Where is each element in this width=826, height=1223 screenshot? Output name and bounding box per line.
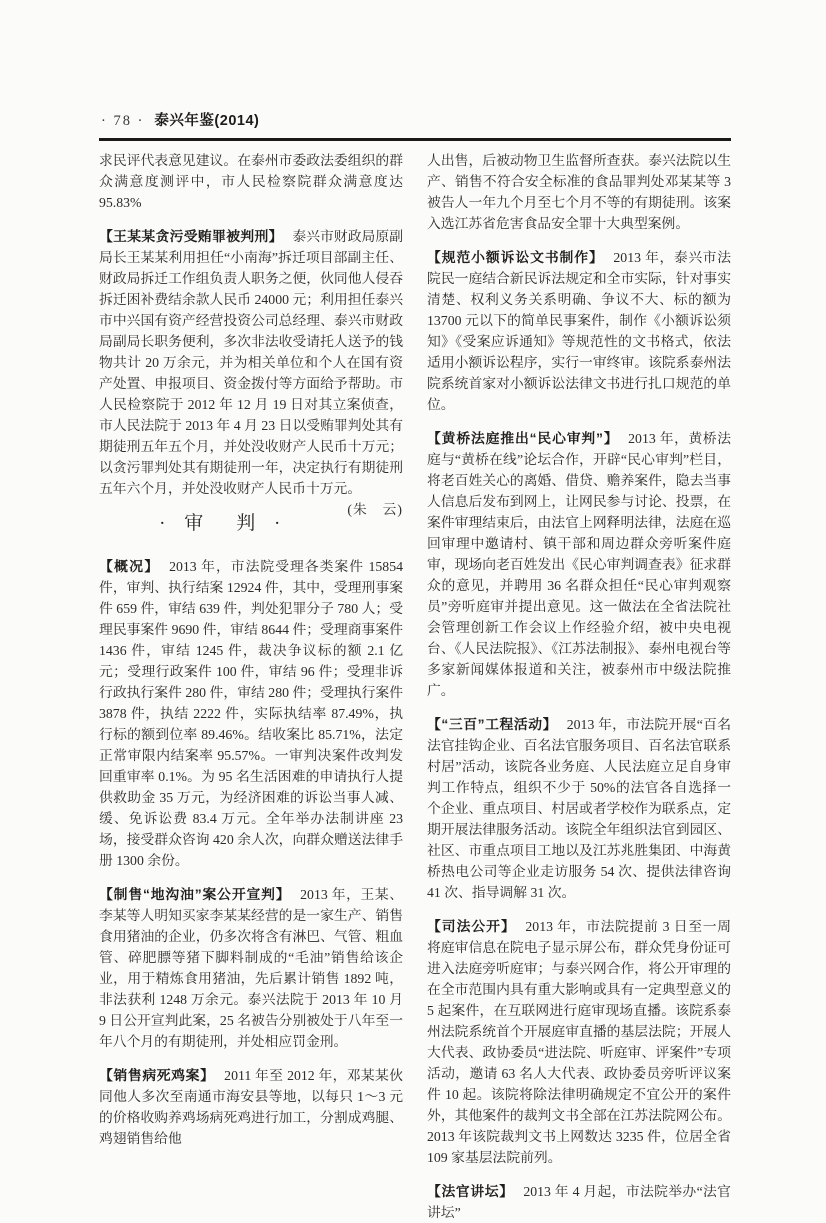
- entry-text: 2013 年，市法院提前 3 日至一周将庭审信息在院电子显示屏公布，群众凭身份证可进入法庭旁听庭审；与泰兴网合作，将公开审理的在全市范围内具有重大影响或具有一定典型意义的 5 起案件，在互联网进行庭审现场直播。该院系泰州法院系统首个开展庭审直播的基层法院；开展人大代表、政协委员“进法院、听庭审、评案件”专项活动，邀请 63 名人大代表、政协委员旁听评议案件 10 起。该院将除法律明确规定不宜公开的案件外，其他案件的裁判文书全部在江苏法院网公布。2013 年该院裁判文书上网数达 3235 件，位居全省 109 家基层法院前列。: [427, 918, 731, 1165]
- entry-text: 2011 年至 2012 年，邓某某伙同他人多次至南通市海安县等地，以每只 1～3 元的价格收购养鸡场病死鸡进行加工，分割成鸡腿、鸡翅销售给他: [99, 1067, 403, 1146]
- yearbook-page: [99, 112, 731, 1223]
- entry-text: 人出售，后被动物卫生监督所查获。泰兴法院以生产、销售不符合安全标准的食品罪判处邓某某等 3 被告人一年九个月至七个月不等的有期徒刑。该案入选江苏省危害食品安全罪十大典型案例。: [427, 152, 731, 231]
- entry-heading: 【规范小额诉讼文书制作】: [427, 249, 604, 265]
- entry-text: 求民评代表意见建议。在泰州市委政法委组织的群众满意度测评中，市人民检察院群众满意度达95.83%: [99, 152, 403, 210]
- header-rule: [99, 138, 731, 141]
- entry-heading: 【法官讲坛】: [427, 1183, 514, 1199]
- continuation-paragraph: [427, 150, 731, 234]
- page-number: · 78 ·: [101, 113, 145, 129]
- entry-paragraph: [99, 884, 403, 1052]
- entry-paragraph: [427, 247, 731, 415]
- entry-paragraph: [99, 556, 403, 871]
- attribution: (朱 云): [347, 501, 403, 517]
- column-right: [427, 150, 731, 1223]
- entry-text: 泰兴市财政局原副局长王某某利用担任“小南海”拆迁项目部副主任、财政局拆迁工作组负责人职务之便，伙同他人侵吞拆迁困补费结余款人民币 24000 元；利用担任泰兴市中兴国有资产经营投资公司总经理、泰兴市财政局副局长职务便利，多次非法收受请托人送予的钱物共计 20 万余元，并为相关单位和个人在国有资产处置、申报项目、资金拨付等方面给予帮助。市人民检察院于 2012 年 12 月 19 日对其立案侦查，市人民法院于 2013 年 4 月 23 日以受贿罪判处其有期徒刑五年五个月，并处没收财产人民币十万元；以贪污罪判处其有期徒刑一年，决定执行有期徒刑五年六个月，并处没收财产人民币十万元。: [99, 228, 403, 496]
- entry-paragraph: [427, 428, 731, 701]
- column-left: [99, 150, 403, 1223]
- entry-text: 2013 年，泰兴市法院民一庭结合新民诉法规定和全市实际，针对事实清楚、权利义务关系明确、争议不大、标的额为 13700 元以下的简单民事案件，制作《小额诉讼须知》《受案应诉通知》等规范性的文书格式，依法适用小额诉讼程序，实行一审终审。该院系泰州法院系统首家对小额诉讼法律文书进行扎口规范的单位。: [427, 249, 731, 412]
- entry-paragraph: [427, 916, 731, 1168]
- entry-text: 2013 年，王某、李某等人明知买家李某某经营的是一家生产、销售食用猪油的企业，仍多次将含有淋巴、气管、粗血管、碎肥膘等猪下脚料制成的“毛油”销售给该企业，用于精炼食用猪油，先后累计销售 1892 吨，非法获利 1248 万余元。泰兴法院于 2013 年 10 月 9 日公开宣判此案，25 名被告分别被处于八年至一年八个月的有期徒刑，并处相应罚金刑。: [99, 886, 403, 1049]
- entry-paragraph: [427, 714, 731, 903]
- entry-paragraph: [99, 226, 403, 517]
- entry-heading: 【王某某贪污受贿罪被判刑】: [99, 228, 283, 244]
- entry-heading: 【概况】: [99, 558, 160, 574]
- page-header: [99, 112, 731, 130]
- entry-heading: 【“三百”工程活动】: [427, 716, 558, 732]
- section-title: · 审 判 ·: [159, 512, 288, 534]
- entry-text: 2013 年，市法院受理各类案件 15854 件，审判、执行结案 12924 件，其中，受理刑事案件 659 件，审结 639 件，判处犯罪分子 780 人；受理民事案件 9690 件，审结 8644 件；受理商事案件 1436 件，审结 1245 件，裁决争议标的额 2.1 亿元；受理行政案件 100 件，审结 96 件；受理非诉行政执行案件 280 件，审结 280 件；受理执行案件 3878 件，执结 2222 件，实际执结率 87.49%，执行标的额到位率 89.46%。结收案比 85.71%，法定正常审限内结案率 95.57%。一审判决案件改判发回重审率 0.1%。为 95 名生活困难的申请执行人提供救助金 35 万元，为经济困难的诉讼当事人减、缓、免诉讼费 83.4 万元。全年举办法制讲座 23 场，接受群众咨询 420 余人次，向群众赠送法律手册 1300 余份。: [99, 558, 403, 868]
- continuation-paragraph: [99, 150, 403, 213]
- entry-heading: 【司法公开】: [427, 918, 516, 934]
- entry-heading: 【销售病死鸡案】: [99, 1067, 215, 1083]
- entry-paragraph: [99, 1065, 403, 1149]
- book-title: 泰兴年鉴(2014): [154, 113, 260, 129]
- text-columns: [99, 150, 731, 1223]
- entry-heading: 【制售“地沟油”案公开宣判】: [99, 886, 291, 902]
- entry-text: 2013 年 4 月起，市法院举办“法官讲坛”: [427, 1183, 731, 1220]
- entry-paragraph: [427, 1181, 731, 1223]
- entry-text: 2013 年，黄桥法庭与“黄桥在线”论坛合作，开辟“民心审判”栏目，将老百姓关心的离婚、借贷、赡养案件，隐去当事人信息后发布到网上，让网民参与讨论、投票，在案件审理结束后，由法官上网释明法律，法庭在巡回审理中邀请村、镇干部和周边群众旁听案件庭审，现场向老百姓发出《民心审判调查表》征求群众的意见，并聘用 36 名群众担任“民心审判观察员”旁听庭审并提出意见。这一做法在全省法院社会管理创新工作会议上作经验介绍，被中央电视台、《人民法院报》、《江苏法制报》、泰州电视台等多家新闻媒体报道和关注，被泰州市中级法院推广。: [427, 430, 731, 698]
- entry-heading: 【黄桥法庭推出“民心审判”】: [427, 430, 619, 446]
- entry-text: 2013 年，市法院开展“百名法官挂钩企业、百名法官服务项目、百名法官联系村居”活动，该院各业务庭、人民法庭立足自身审判工作特点，组织不少于 50%的法官各自选择一个企业、重点项目、村居或者学校作为联系点，定期开展法律服务活动。该院全年组织法官到园区、社区、市重点项目工地以及江苏兆胜集团、中海黄桥热电公司等企业走访服务 54 次、提供法律咨询 41 次、指导调解 31 次。: [427, 716, 732, 900]
